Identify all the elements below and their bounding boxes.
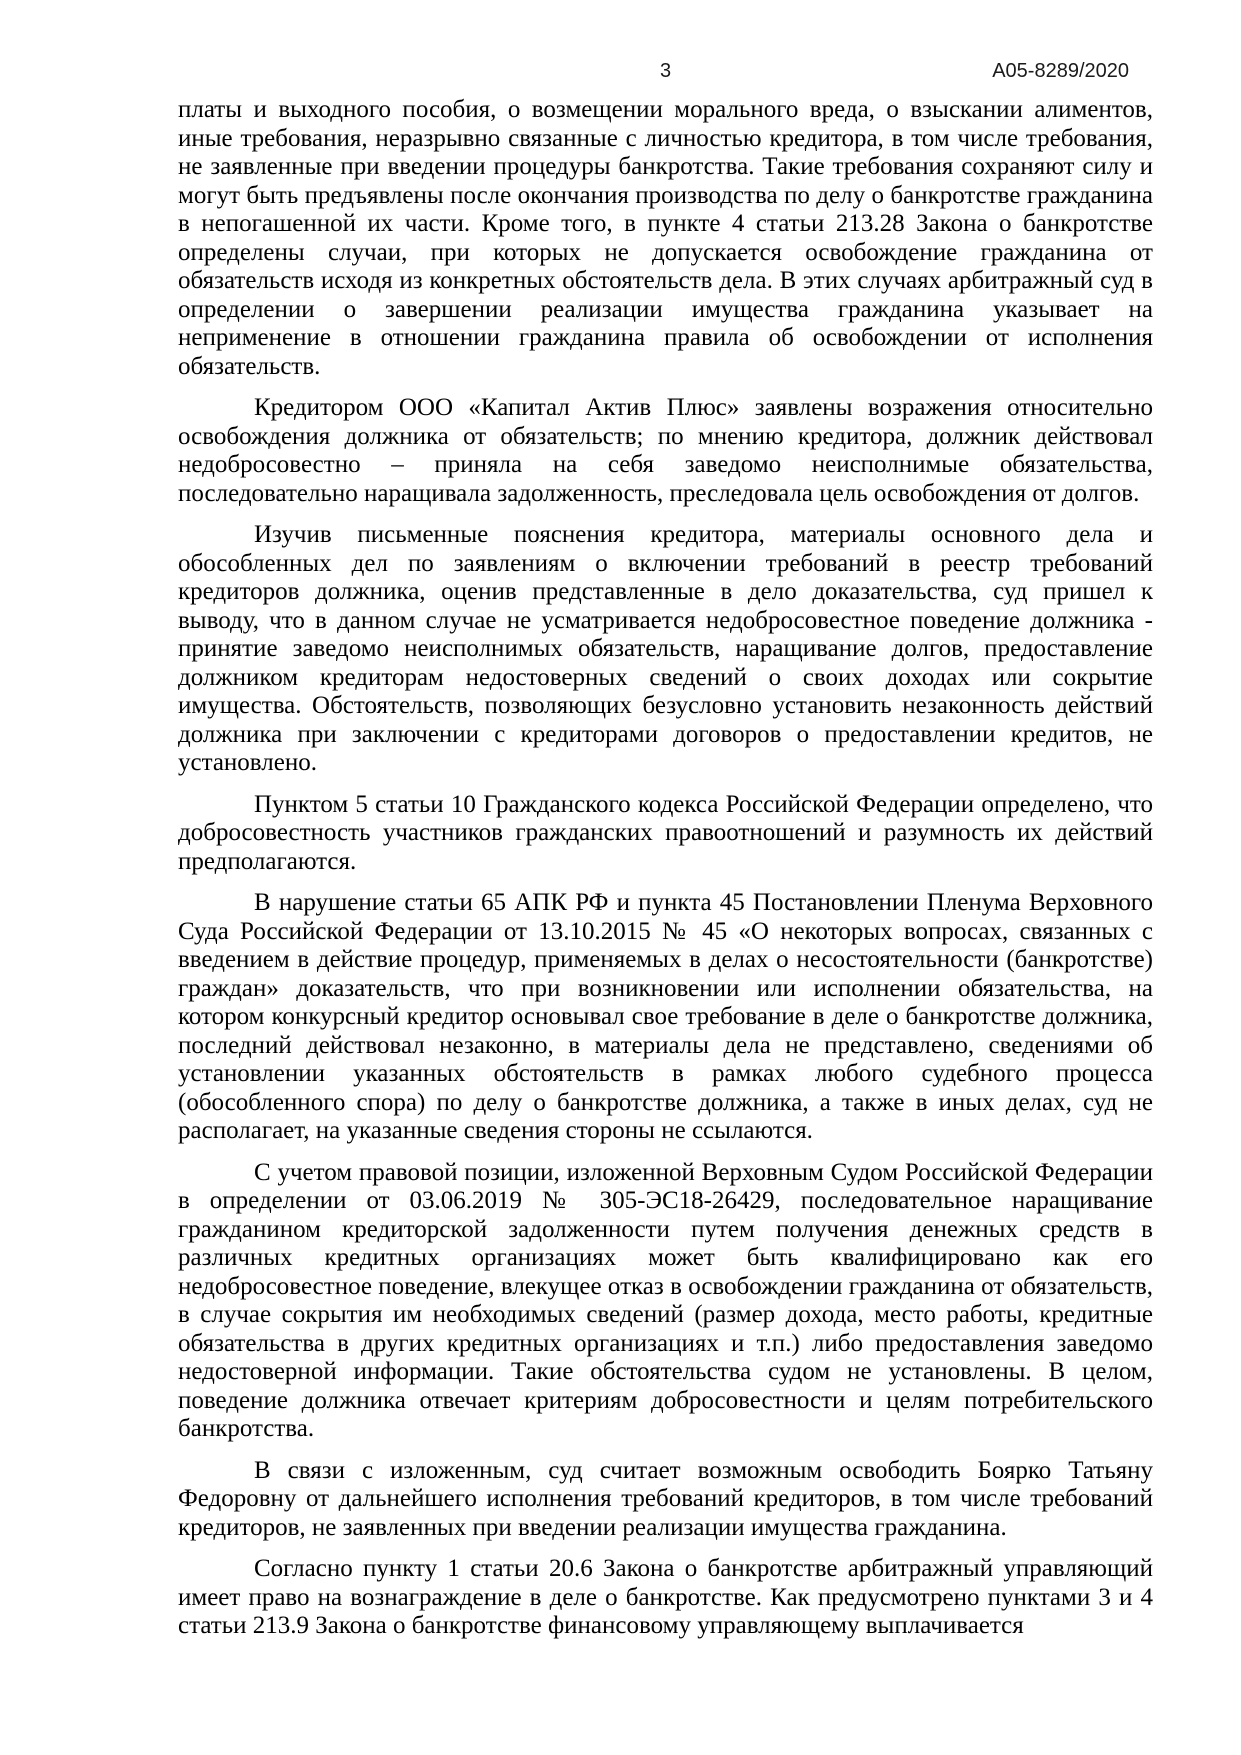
paragraph: В связи с изложенным, суд считает возможным освободить Боярко Татьяну Федоровну от дальнейшего исполнения требований кредиторов, в том числе требований кредиторов, не заявленных при введении реализации имущества гражданина.: [178, 1456, 1153, 1541]
page-number: 3: [659, 60, 672, 82]
paragraph: В нарушение статьи 65 АПК РФ и пункта 45 Постановлении Пленума Верховного Суда Российской Федерации от 13.10.2015 № 45 «О некоторых вопросах, связанных с введением в действие процедур, применяемых в делах о несостоятельности (банкротстве) граждан» доказательств, что при возникновении или исполнении обязательства, на котором конкурсный кредитор основывал свое требование в деле о банкротстве должника, последний действовал незаконно, в материалы дела не представлено, сведениями об установлении указанных обстоятельств в рамках любого судебного процесса (обособленного спора) по делу о банкротстве должника, а также в иных делах, суд не располагает, на указанные сведения стороны не ссылаются.: [178, 889, 1153, 1144]
paragraph: Пунктом 5 статьи 10 Гражданского кодекса Российской Федерации определено, что добросовестность участников гражданских правоотношений и разумность их действий предполагаются.: [178, 790, 1153, 875]
paragraph: Согласно пункту 1 статьи 20.6 Закона о банкротстве арбитражный управляющий имеет право на вознаграждение в деле о банкротстве. Как предусмотрено пунктами 3 и 4 статьи 213.9 Закона о банкротстве финансовому управляющему выплачивается: [178, 1555, 1153, 1639]
paragraph: Изучив письменные пояснения кредитора, материалы основного дела и обособленных дел по заявлениям о включении требований в реестр требований кредиторов должника, оценив представленные в дело доказательства, суд пришел к выводу, что в данном случае не усматривается недобросовестное поведение должника - принятие заведомо неисполнимых обязательств, наращивание долгов, предоставление должником кредиторам недостоверных сведений о своих доходах или сокрытие имущества. Обстоятельств, позволяющих безусловно установить незаконность действий должника при заключении с кредиторами договоров о предоставлении кредитов, не установлено.: [178, 521, 1153, 776]
paragraph: Кредитором ООО «Капитал Актив Плюс» заявлены возражения относительно освобождения должника от обязательств; по мнению кредитора, должник действовал недобросовестно – приняла на себя заведомо неисполнимые обязательства, последовательно наращивала задолженность, преследовала цель освобождения от долгов.: [178, 394, 1153, 507]
paragraph: С учетом правовой позиции, изложенной Верховным Судом Российской Федерации в определении от 03.06.2019 № 305-ЭС18-26429, последовательное наращивание гражданином кредиторской задолженности путем получения денежных средств в различных кредитных организациях может быть квалифицировано как его недобросовестное поведение, влекущее отказ в освобождении гражданина от обязательств, в случае сокрытия им необходимых сведений (размер дохода, место работы, кредитные обязательства в других кредитных организациях и т.п.) либо предоставления заведомо недостоверной информации. Такие обстоятельства судом не установлены. В целом, поведение должника отвечает критериям добросовестности и целям потребительского банкротства.: [178, 1158, 1153, 1442]
paragraph-continuation: платы и выходного пособия, о возмещении морального вреда, о взыскании алиментов, иные требования, неразрывно связанные с личностью кредитора, в том числе требования, не заявленные при введении процедуры банкротства. Такие требования сохраняют силу и могут быть предъявлены после окончания производства по делу о банкротстве гражданина в непогашенной их части. Кроме того, в пункте 4 статьи 213.28 Закона о банкротстве определены случаи, при которых не допускается освобождение гражданина от обязательств исходя из конкретных обстоятельств дела. В этих случаях арбитражный суд в определении о завершении реализации имущества гражданина указывает на неприменение в отношении гражданина правила об освобождении от исполнения обязательств.: [178, 96, 1153, 380]
page-header: [178, 58, 1153, 88]
case-number: А05-8289/2020: [992, 60, 1129, 82]
document-body: [178, 96, 1153, 1641]
